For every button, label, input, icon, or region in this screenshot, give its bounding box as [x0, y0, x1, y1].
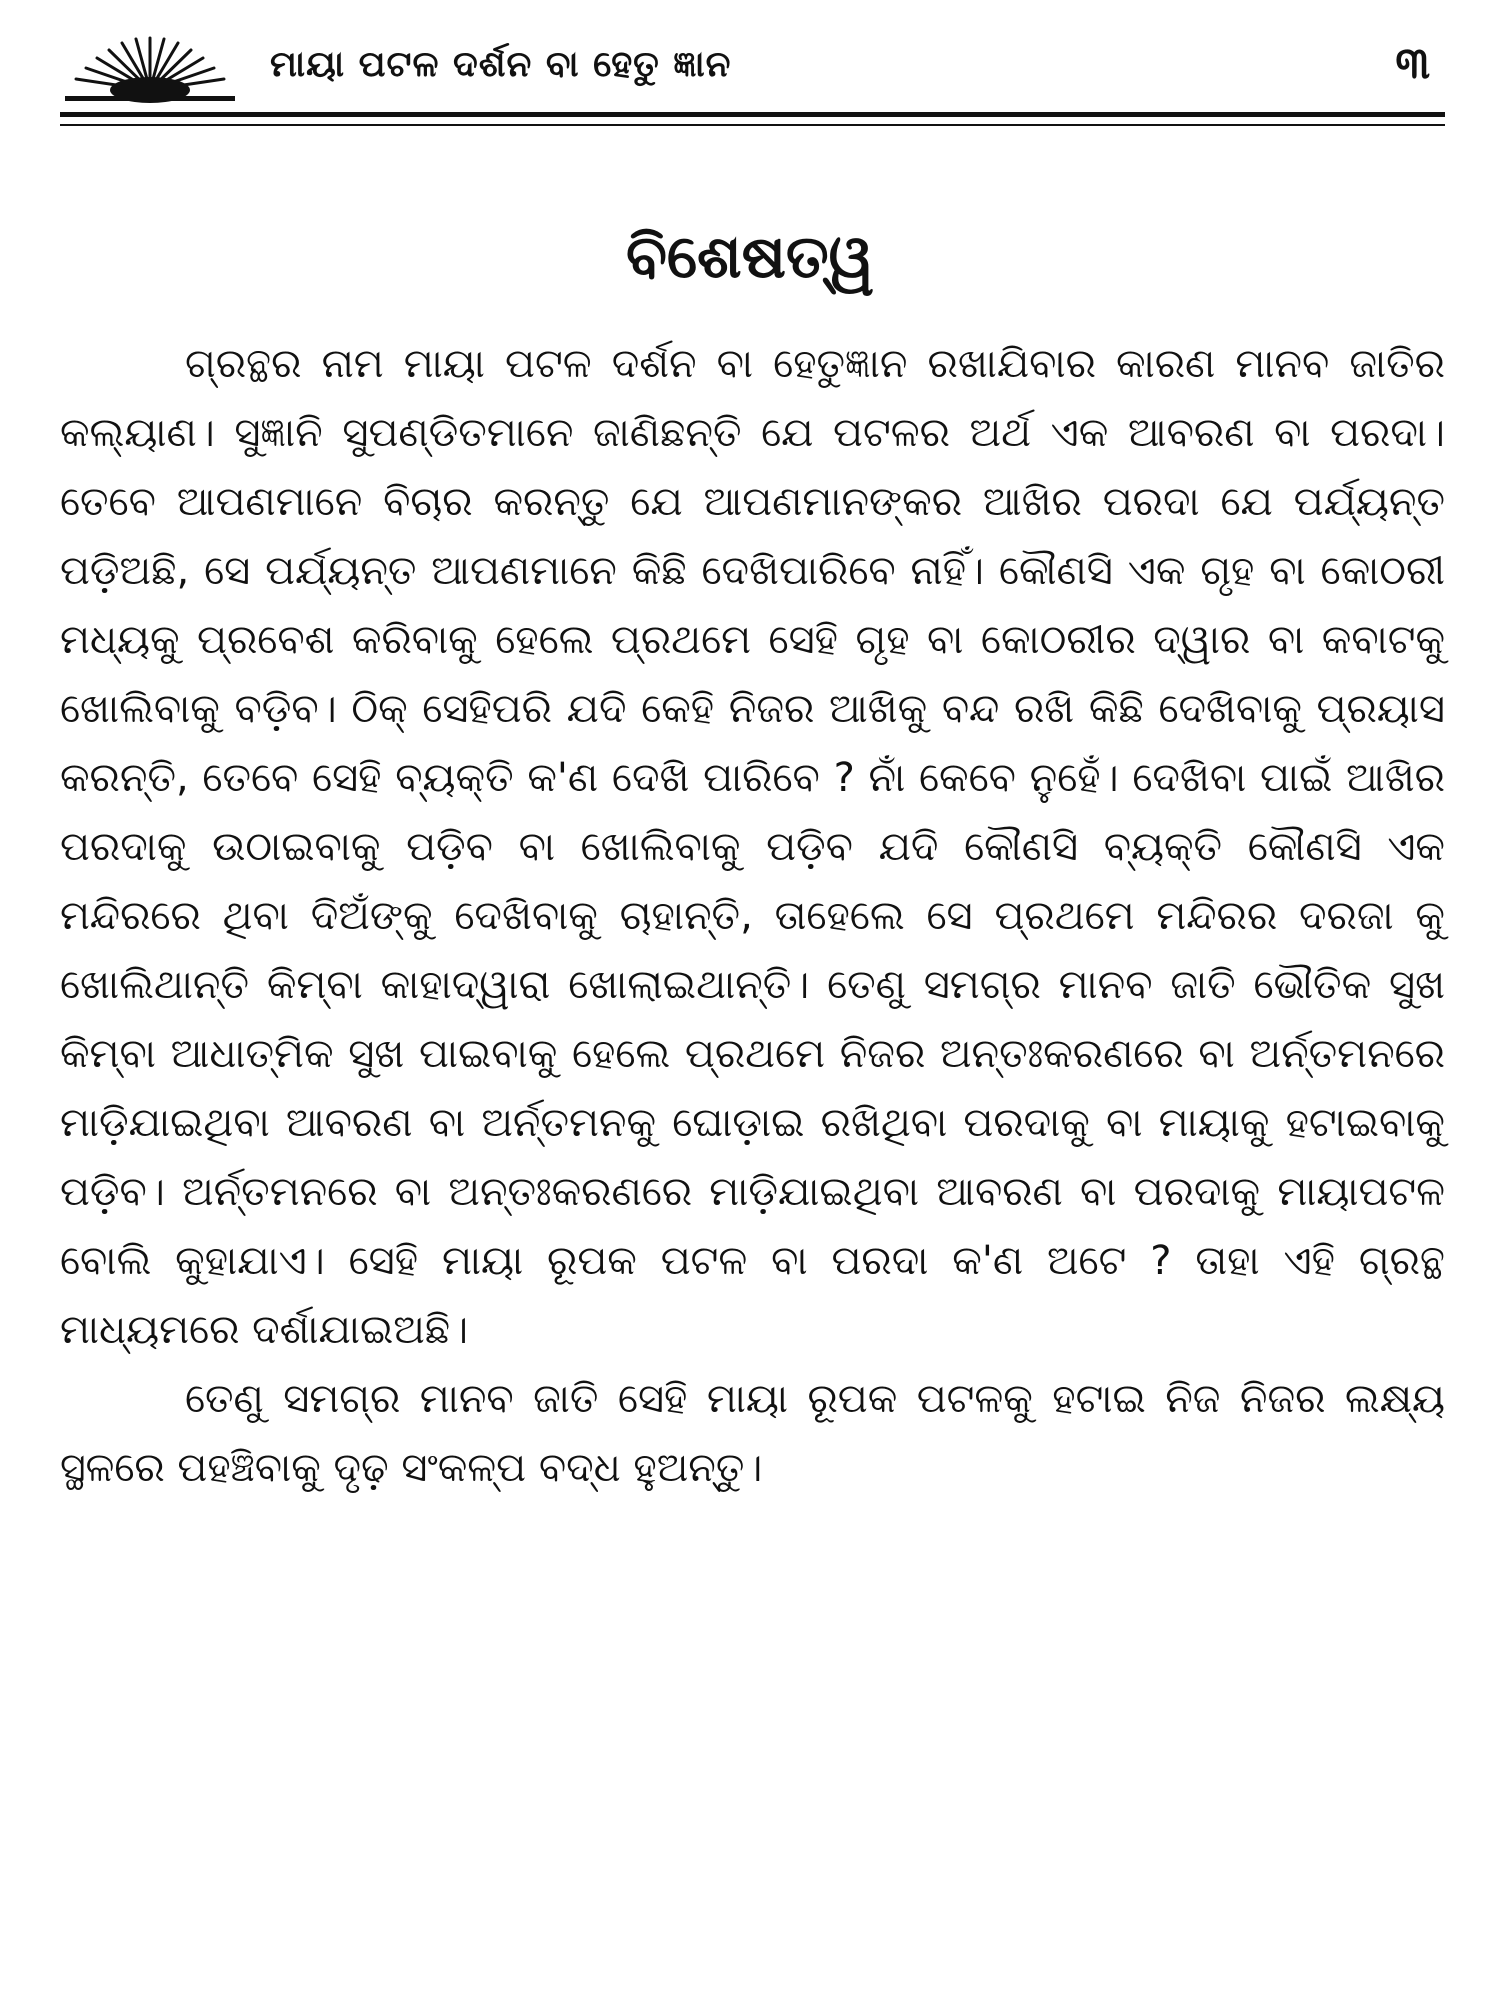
- header-rule-thin: [60, 124, 1445, 126]
- sunburst-logo-icon: [60, 30, 240, 105]
- paragraph-2: ତେଣୁ ସମଗ୍ର ମାନବ ଜାତି ସେହି ମାୟା ରୂପକ ପଟଳକୁ ହଟାଇ ନିଜ ନିଜର ଲକ୍ଷ୍ୟ ସ୍ଥଳରେ ପହଞ୍ଚିବାକୁ ଦୃଢ଼ ସଂକଳ୍ପ ବଦ୍ଧ ହୁଅନ୍ତୁ।: [60, 1376, 1445, 1491]
- page-number: ୩: [1395, 38, 1430, 89]
- running-title: ମାୟା ପଟଳ ଦର୍ଶନ ବା ହେତୁ ଜ୍ଞାନ: [270, 44, 732, 85]
- paragraph-1: ଗ୍ରନ୍ଥର ନାମ ମାୟା ପଟଳ ଦର୍ଶନ ବା ହେତୁଜ୍ଞାନ ରଖାଯିବାର କାରଣ ମାନବ ଜାତିର କଲ୍ୟାଣ। ସୁଜ୍ଞାନି ସୁପଣ୍ଡିତମାନେ ଜାଣିଛନ୍ତି ଯେ ପଟଳର ଅର୍ଥ ଏକ ଆବରଣ ବା ପରଦା। ତେବେ ଆପଣମାନେ ବିଚାର କରନ୍ତୁ ଯେ ଆପଣମାନଙ୍କର ଆଖିର ପରଦା ଯେ ପର୍ଯ୍ୟନ୍ତ ପଡ଼ିଅଛି, ସେ ପର୍ଯ୍ୟନ୍ତ ଆପଣମାନେ କିଛି ଦେଖିପାରିବେ ନାହିଁ। କୌଣସି ଏକ ଗୃହ ବା କୋଠରୀ ମଧ୍ୟକୁ ପ୍ରବେଶ କରିବାକୁ ହେଲେ ପ୍ରଥମେ ସେହି ଗୃହ ବା କୋଠରୀର ଦ୍ୱାର ବା କବାଟକୁ ଖୋଲିବାକୁ ବଡ଼ିବ। ଠିକ୍ ସେହିପରି ଯଦି କେହି ନିଜର ଆଖିକୁ ବନ୍ଦ ରଖି କିଛି ଦେଖିବାକୁ ପ୍ରୟାସ କରନ୍ତି, ତେବେ ସେହି ବ୍ୟକ୍ତି କ'ଣ ଦେଖି ପାରିବେ ? ନାଁ କେବେ ନୁହେଁ। ଦେଖିବା ପାଇଁ ଆଖିର ପରଦାକୁ ଉଠାଇବାକୁ ପଡ଼ିବ ବା ଖୋଲିବାକୁ ପଡ଼ିବ ଯଦି କୌଣସି ବ୍ୟକ୍ତି କୌଣସି ଏକ ମନ୍ଦିରରେ ଥିବା ଦିଅଁଙ୍କୁ ଦେଖିବାକୁ ଚାହାନ୍ତି, ତାହେଲେ ସେ ପ୍ରଥମେ ମନ୍ଦିରର ଦରଜା କୁ ଖୋଲିଥାନ୍ତି କିମ୍ବା କାହାଦ୍ୱାରା ଖୋଲାଇଥାନ୍ତି। ତେଣୁ ସମଗ୍ର ମାନବ ଜାତି ଭୌତିକ ସୁଖ କିମ୍ବା ଆଧାତ୍ମିକ ସୁଖ ପାଇବାକୁ ହେଲେ ପ୍ରଥମେ ନିଜର ଅନ୍ତଃକରଣରେ ବା ଅର୍ନ୍ତମନରେ ମାଡ଼ିଯାଇଥିବା ଆବରଣ ବା ଅର୍ନ୍ତମନକୁ ଘୋଡ଼ାଇ ରଖିଥିବା ପରଦାକୁ ବା ମାୟାକୁ ହଟାଇବାକୁ ପଡ଼ିବ। ଅର୍ନ୍ତମନରେ ବା ଅନ୍ତଃକରଣରେ ମାଡ଼ିଯାଇଥିବା ଆବରଣ ବା ପରଦାକୁ ମାୟାପଟଳ ବୋଲି କୁହାଯାଏ। ସେହି ମାୟା ରୂପକ ପଟଳ ବା ପରଦା କ'ଣ ଅଟେ ? ତାହା ଏହି ଗ୍ରନ୍ଥ ମାଧ୍ୟମରେ ଦର୍ଶାଯାଇଅଛି।: [60, 341, 1445, 1353]
- section-title: ବିଶେଷତ୍ୱ: [626, 222, 874, 292]
- body-text: [60, 330, 1445, 1503]
- page-header: [60, 30, 1450, 105]
- header-rule-thick: [60, 112, 1445, 117]
